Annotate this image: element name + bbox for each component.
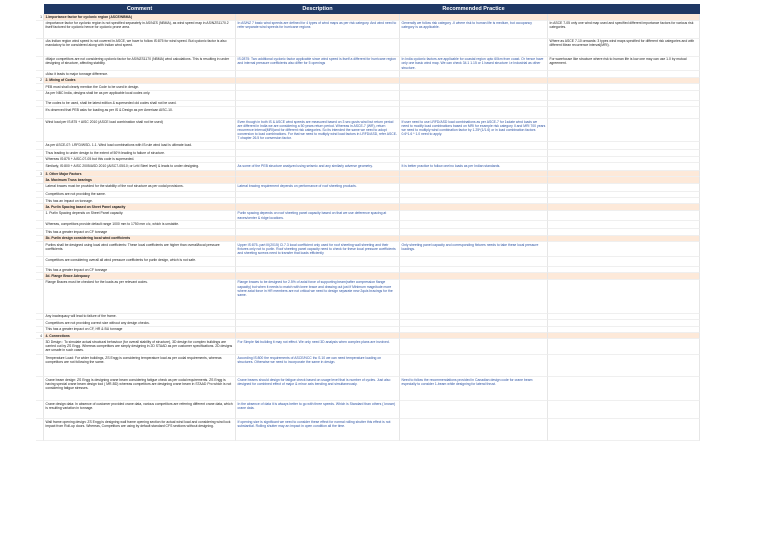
description-cell[interactable] bbox=[236, 39, 400, 57]
recommended-cell[interactable] bbox=[400, 221, 548, 229]
comment-cell[interactable]: •Importance factor for cyclonic region is not specified separately in AS/NZS (NBMA), as wind speed map in AS/NZS1170.2 itself factored for cyclonic hence for cyclonic prone area. bbox=[44, 21, 236, 39]
row-number[interactable] bbox=[36, 377, 44, 401]
row-number[interactable]: 4 bbox=[36, 333, 44, 339]
row-number[interactable]: 1 bbox=[36, 14, 44, 20]
description-cell[interactable]: As some of the PEB structure analyzed using seismic and any similarly adverse geometry. bbox=[236, 163, 400, 171]
row-number[interactable] bbox=[36, 257, 44, 267]
extra-note-cell[interactable] bbox=[548, 401, 700, 419]
extra-note-cell[interactable] bbox=[548, 280, 700, 314]
row-number[interactable] bbox=[36, 242, 44, 257]
comment-cell[interactable]: Competitors are not providing correct size without any design checks. bbox=[44, 320, 236, 326]
extra-note-cell[interactable] bbox=[548, 142, 700, 150]
row-number[interactable] bbox=[36, 419, 44, 441]
extra-note-cell[interactable]: In ASCE 7-05 only one wind map used and specified different importance factors for various risk categories. bbox=[548, 21, 700, 39]
recommended-cell[interactable] bbox=[400, 107, 548, 119]
recommended-cell[interactable]: Need to follow the recommendations provided in Canadian design code for crane beam especially to consider 1-beam while designing for lateral thrust. bbox=[400, 377, 548, 401]
description-cell[interactable]: For Simple flat building it may not effect. We only need 3D analysis when complex plans are involved. bbox=[236, 339, 400, 355]
row-number[interactable] bbox=[36, 280, 44, 314]
recommended-cell[interactable] bbox=[400, 355, 548, 377]
recommended-cell[interactable] bbox=[400, 401, 548, 419]
comment-cell[interactable]: Temperature Load: For wider buildings, ZS Engg is considering temperature load as per codal requirements, whereas competitors are not following the same. bbox=[44, 355, 236, 377]
description-cell[interactable]: According IS:800 the requirements of ASCE/NCC thc S.10 we can need temperature loading on structures. Otherwise we need to incorporate the same in design. bbox=[236, 355, 400, 377]
row-number[interactable] bbox=[36, 91, 44, 101]
comment-cell[interactable]: The codes to be used, shall be latest edition & superseded old codes shall not be used. bbox=[44, 101, 236, 107]
row-number[interactable]: 2 bbox=[36, 78, 44, 84]
row-number[interactable] bbox=[36, 401, 44, 419]
section-title[interactable]: 2. Mixing of Codes bbox=[44, 78, 236, 84]
recommended-cell[interactable] bbox=[400, 257, 548, 267]
extra-note-cell[interactable] bbox=[548, 107, 700, 119]
description-cell[interactable] bbox=[236, 91, 400, 101]
extra-note-cell[interactable] bbox=[548, 119, 700, 142]
extra-note-cell[interactable] bbox=[548, 91, 700, 101]
comment-cell[interactable]: Lateral braces must be provided for the stability of the roof structure as per codal provisions. bbox=[44, 184, 236, 192]
header-description[interactable]: Description bbox=[236, 4, 400, 14]
extra-note-cell[interactable] bbox=[548, 163, 700, 171]
comment-cell[interactable]: Competitors are not providing the same. bbox=[44, 192, 236, 198]
recommended-cell[interactable] bbox=[400, 280, 548, 314]
row-number-header bbox=[36, 4, 44, 14]
comment-cell[interactable]: Any inadequacy will lead to failure of the frame. bbox=[44, 314, 236, 320]
row-number[interactable] bbox=[36, 142, 44, 150]
sheet-grid bbox=[36, 4, 700, 441]
description-cell[interactable] bbox=[236, 257, 400, 267]
comment-cell[interactable]: Whereas, competitors provide default range 1000 mm to 1750 mm c/c, which is unstable. bbox=[44, 221, 236, 229]
row-number[interactable] bbox=[36, 184, 44, 192]
row-number[interactable] bbox=[36, 163, 44, 171]
recommended-cell[interactable] bbox=[400, 339, 548, 355]
comment-cell[interactable]: As per NBC India, designs shall be as per applicable local codes only. bbox=[44, 91, 236, 101]
description-cell[interactable]: Lateral bracing requirement depends on performance of roof sheeting products. bbox=[236, 184, 400, 192]
row-number[interactable] bbox=[36, 39, 44, 57]
header-extra[interactable] bbox=[548, 4, 700, 14]
comment-cell[interactable]: This has an impact on tonnage. bbox=[44, 198, 236, 204]
extra-note-cell[interactable] bbox=[548, 339, 700, 355]
comment-cell[interactable]: Whereas IS:875 + AISC-07-05 but this code is superseded. bbox=[44, 157, 236, 163]
extra-note-cell[interactable] bbox=[548, 242, 700, 257]
comment-cell[interactable]: This has a greater impact on CF, HR & BU tonnage bbox=[44, 327, 236, 333]
comment-cell[interactable]: Wall frame opening design: ZS Engg is designing wall frame opening section for actual wind load and considering wind lock impact from Roll-up doors. Whereas, Competitors are using by default standard CFS sections without designing. bbox=[44, 419, 236, 441]
section-title[interactable]: 3. Other Major Factors bbox=[44, 171, 236, 177]
section-title[interactable]: 3a. Maximum Truss bearings bbox=[44, 177, 236, 183]
spreadsheet bbox=[36, 4, 700, 441]
description-cell[interactable]: IS:2875: Two additional cyclonic factor applicable since wind speed is itself a different for hurricane region and internal pressure coefficients also differ for 5 openings bbox=[236, 57, 400, 72]
comment-cell[interactable]: •Also it leads to major tonnage difference. bbox=[44, 71, 236, 77]
extra-note-cell[interactable] bbox=[548, 221, 700, 229]
description-cell[interactable]: Flange braces to be designed for 2.5% of axial force of supporting beam(rafter compression flange capacity) but when it needs to match with knee brace and drawing out just if Minimum magnitude more where axial force in HR members are not critical we need to design separate new 2quis bracings for the same. bbox=[236, 280, 400, 314]
comment-cell[interactable]: PEB must shall clearly mention the Code to be used in design. bbox=[44, 84, 236, 90]
extra-note-cell[interactable] bbox=[548, 211, 700, 222]
comment-cell[interactable]: It's observed that PEB asks for loading as per IS & Design as per American AISC-10. bbox=[44, 107, 236, 119]
comment-cell[interactable]: Competitors are considering overall all wind pressure coefficients for purlin design, which is not safe. bbox=[44, 257, 236, 267]
comment-cell[interactable]: This has a greater impact on CF tonnage bbox=[44, 229, 236, 235]
comment-cell[interactable]: Wind load per IS:875 + AISC 2010 (ASCE load combination shall not be used) bbox=[44, 119, 236, 142]
comment-cell[interactable]: Purlins shall be designed using local wind coefficients: These local coefficients are higher than overall/local pressure coefficients. bbox=[44, 242, 236, 257]
comment-cell[interactable]: Crane design data: In absence of customer provided crane data, various competitors are referring different crane data, which is resulting variation in tonnage. bbox=[44, 401, 236, 419]
description-cell[interactable]: Crane beams should design for fatigue check based on usage level that is number of cycles. Just also designed for combined effect of major & minor axis bending and simultaneously. bbox=[236, 377, 400, 401]
section-title[interactable]: 4. Connections bbox=[44, 333, 236, 339]
section-title[interactable]: 3a. Purlin Spacing based on Sheet Panel capacity bbox=[44, 204, 236, 210]
extra-note-cell[interactable] bbox=[548, 419, 700, 441]
comment-cell[interactable]: As per ASCE-07: LRFD/WSD- 1.1. Wind load combinations with IS:rule wind load is ultimate load. bbox=[44, 142, 236, 150]
comment-cell[interactable]: 3D Design : To simulate actual structural behaviour (for overall stability of structure), 3D design for complex buildings are carried out by ZS Engg. Whereas competitors are simply designing in 2D STAAD as per customer specifications. 2D designs are unsafe in such cases. bbox=[44, 339, 236, 355]
recommended-cell[interactable]: In India cyclonic factors are applicable for coastal region upto 60km from coast. Or hence have only one basic wind map. We can check 34.1 1.15 or 1 based structure i.e Industrial as other structure. bbox=[400, 57, 548, 72]
description-cell[interactable]: Even though in both IS & ASCE wind speeds are measured based on 3 sec gusts wind but return period are different in India we are considering a 50 years return period. Whereas in ASCE-7 (WR), return recurrence interval(MRI)and for different risk categories. So its intended the same we need to adopt conversion to load combinations. For that we need to multiply wind load factors in LRFD/ASD, refer ASCE-7 chapter 26.5 for conversion factor. bbox=[236, 119, 400, 142]
recommended-cell[interactable]: It is better practice to follow one/no loads as per Indian standards. bbox=[400, 163, 548, 171]
extra-note-cell[interactable]: For warehouse like structure where risk to human life is low one may can use 1.0 by mutual agreement. bbox=[548, 57, 700, 72]
row-number[interactable] bbox=[36, 339, 44, 355]
row-number[interactable] bbox=[36, 211, 44, 222]
extra-note-cell[interactable] bbox=[548, 257, 700, 267]
description-cell[interactable]: Upper IS:875- part III(2015) Cl.7.3 local coefficient only used for roof sheeting wall sheeting and their fixtures only not to purlin. Roof sheeting panel capacity need to check for these local pressure coefficients and sheeting screws need to transfer that loads efficiently bbox=[236, 242, 400, 257]
extra-note-cell[interactable] bbox=[548, 184, 700, 192]
recommended-cell[interactable]: Only sheeting panel capacity and corresponding fixtures needs to take these local pressure loadings. bbox=[400, 242, 548, 257]
comment-cell[interactable]: Thus leading to under design to the extent of 50% leading to failure of structure. bbox=[44, 150, 236, 156]
description-cell[interactable]: In AS/NZ 7 basic wind speeds are defined for 4 types of wind maps as per risk category. And wind need to refer separate wind speeds for hurricane regions bbox=[236, 21, 400, 39]
recommended-cell[interactable]: Generally we follow risk category -II where risk to human life is medium, but occupancy category is as applicable. bbox=[400, 21, 548, 39]
comment-cell[interactable]: This has a greater impact on CF tonnage bbox=[44, 267, 236, 273]
section-title[interactable]: 3b. Purlin design considering local wind coefficients bbox=[44, 236, 236, 242]
row-number[interactable] bbox=[36, 107, 44, 119]
recommended-cell[interactable] bbox=[400, 39, 548, 57]
description-cell[interactable]: In the absence of data it is always better to go with three speeds. Which is Standard than others ( known) crane data. bbox=[236, 401, 400, 419]
description-cell[interactable] bbox=[236, 107, 400, 119]
row-number[interactable] bbox=[36, 119, 44, 142]
description-cell[interactable] bbox=[236, 142, 400, 150]
recommended-cell[interactable] bbox=[400, 184, 548, 192]
row-number[interactable] bbox=[36, 57, 44, 72]
row-number[interactable] bbox=[36, 355, 44, 377]
recommended-cell[interactable] bbox=[400, 211, 548, 222]
comment-cell[interactable]: Flange Braces must be checked for the loads as per relevant codes. bbox=[44, 280, 236, 314]
comment-cell[interactable]: Similarly, IS:800 + AISC 2005/ASD 2010 (AISC7-05/10; or Lrfd Steel level) & leads to under designing. bbox=[44, 163, 236, 171]
description-cell[interactable] bbox=[236, 221, 400, 229]
section-title[interactable]: 3d. Flange Brace Adequacy bbox=[44, 273, 236, 279]
extra-note-cell[interactable] bbox=[548, 377, 700, 401]
section-title[interactable]: 1.Importance factor for cyclonic region (ASCE/NBMA) bbox=[44, 14, 236, 20]
recommended-cell[interactable] bbox=[400, 419, 548, 441]
row-number[interactable] bbox=[36, 221, 44, 229]
recommended-cell[interactable] bbox=[400, 142, 548, 150]
comment-cell[interactable]: Crane beam design: ZS Engg is designing crane beam considering fatigue check as per codal requirements. ZS Engg is having special crane beam design tool ( MR-BD) whereas competitors are designing crane beam in STAAD Pro which is not considering fatigue stresses. bbox=[44, 377, 236, 401]
comment-cell[interactable]: •As Indian region wind speed is not covered in ASCE, we have to follow IS:875 for wind speed. But cyclonic factor is also mandatory to be considered along with Indian wind speed. bbox=[44, 39, 236, 57]
row-number[interactable] bbox=[36, 21, 44, 39]
extra-note-cell[interactable]: Where as ASCE 7-10 onwards: 3 types wind maps specified for different risk categories and with different Mean recurrence interval(MRI). bbox=[548, 39, 700, 57]
recommended-cell[interactable] bbox=[400, 91, 548, 101]
comment-cell[interactable]: •Major competitors are not considering cyclonic factor for AS/NZS1170 (NBMA) wind calculations. This is resulting in under designing of structure, affecting stability. bbox=[44, 57, 236, 72]
extra-note-cell[interactable] bbox=[548, 355, 700, 377]
recommended-cell[interactable]: If user need to use LRFD/ASD load combinations as per ASCE-7 for 1sdate wind loads we need to modify load combinations based on MRI for example risk category II and MRI 700 years we need to multiply wind combination factor by 1.25*(1/1.6) or in load combination factors 0.6*1.6 * 1.0 need to apply. bbox=[400, 119, 548, 142]
description-cell[interactable]: Purlin spacing depends on roof sheeting panel capacity based on that we use deference spacing at eaves/center & ridge locations. bbox=[236, 211, 400, 222]
description-cell[interactable]: If opening size is significant we need to consider these effect for normal rolling shutter this effect is not substantial. Rolling shutter may an impact in open condition all the time. bbox=[236, 419, 400, 441]
header-recommended[interactable]: Recommended Practice bbox=[400, 4, 548, 14]
header-comment[interactable]: Comment bbox=[44, 4, 236, 14]
comment-cell[interactable]: 1. Purlin Spacing depends on Sheet Panel capacity. bbox=[44, 211, 236, 222]
row-number[interactable]: 3 bbox=[36, 171, 44, 177]
